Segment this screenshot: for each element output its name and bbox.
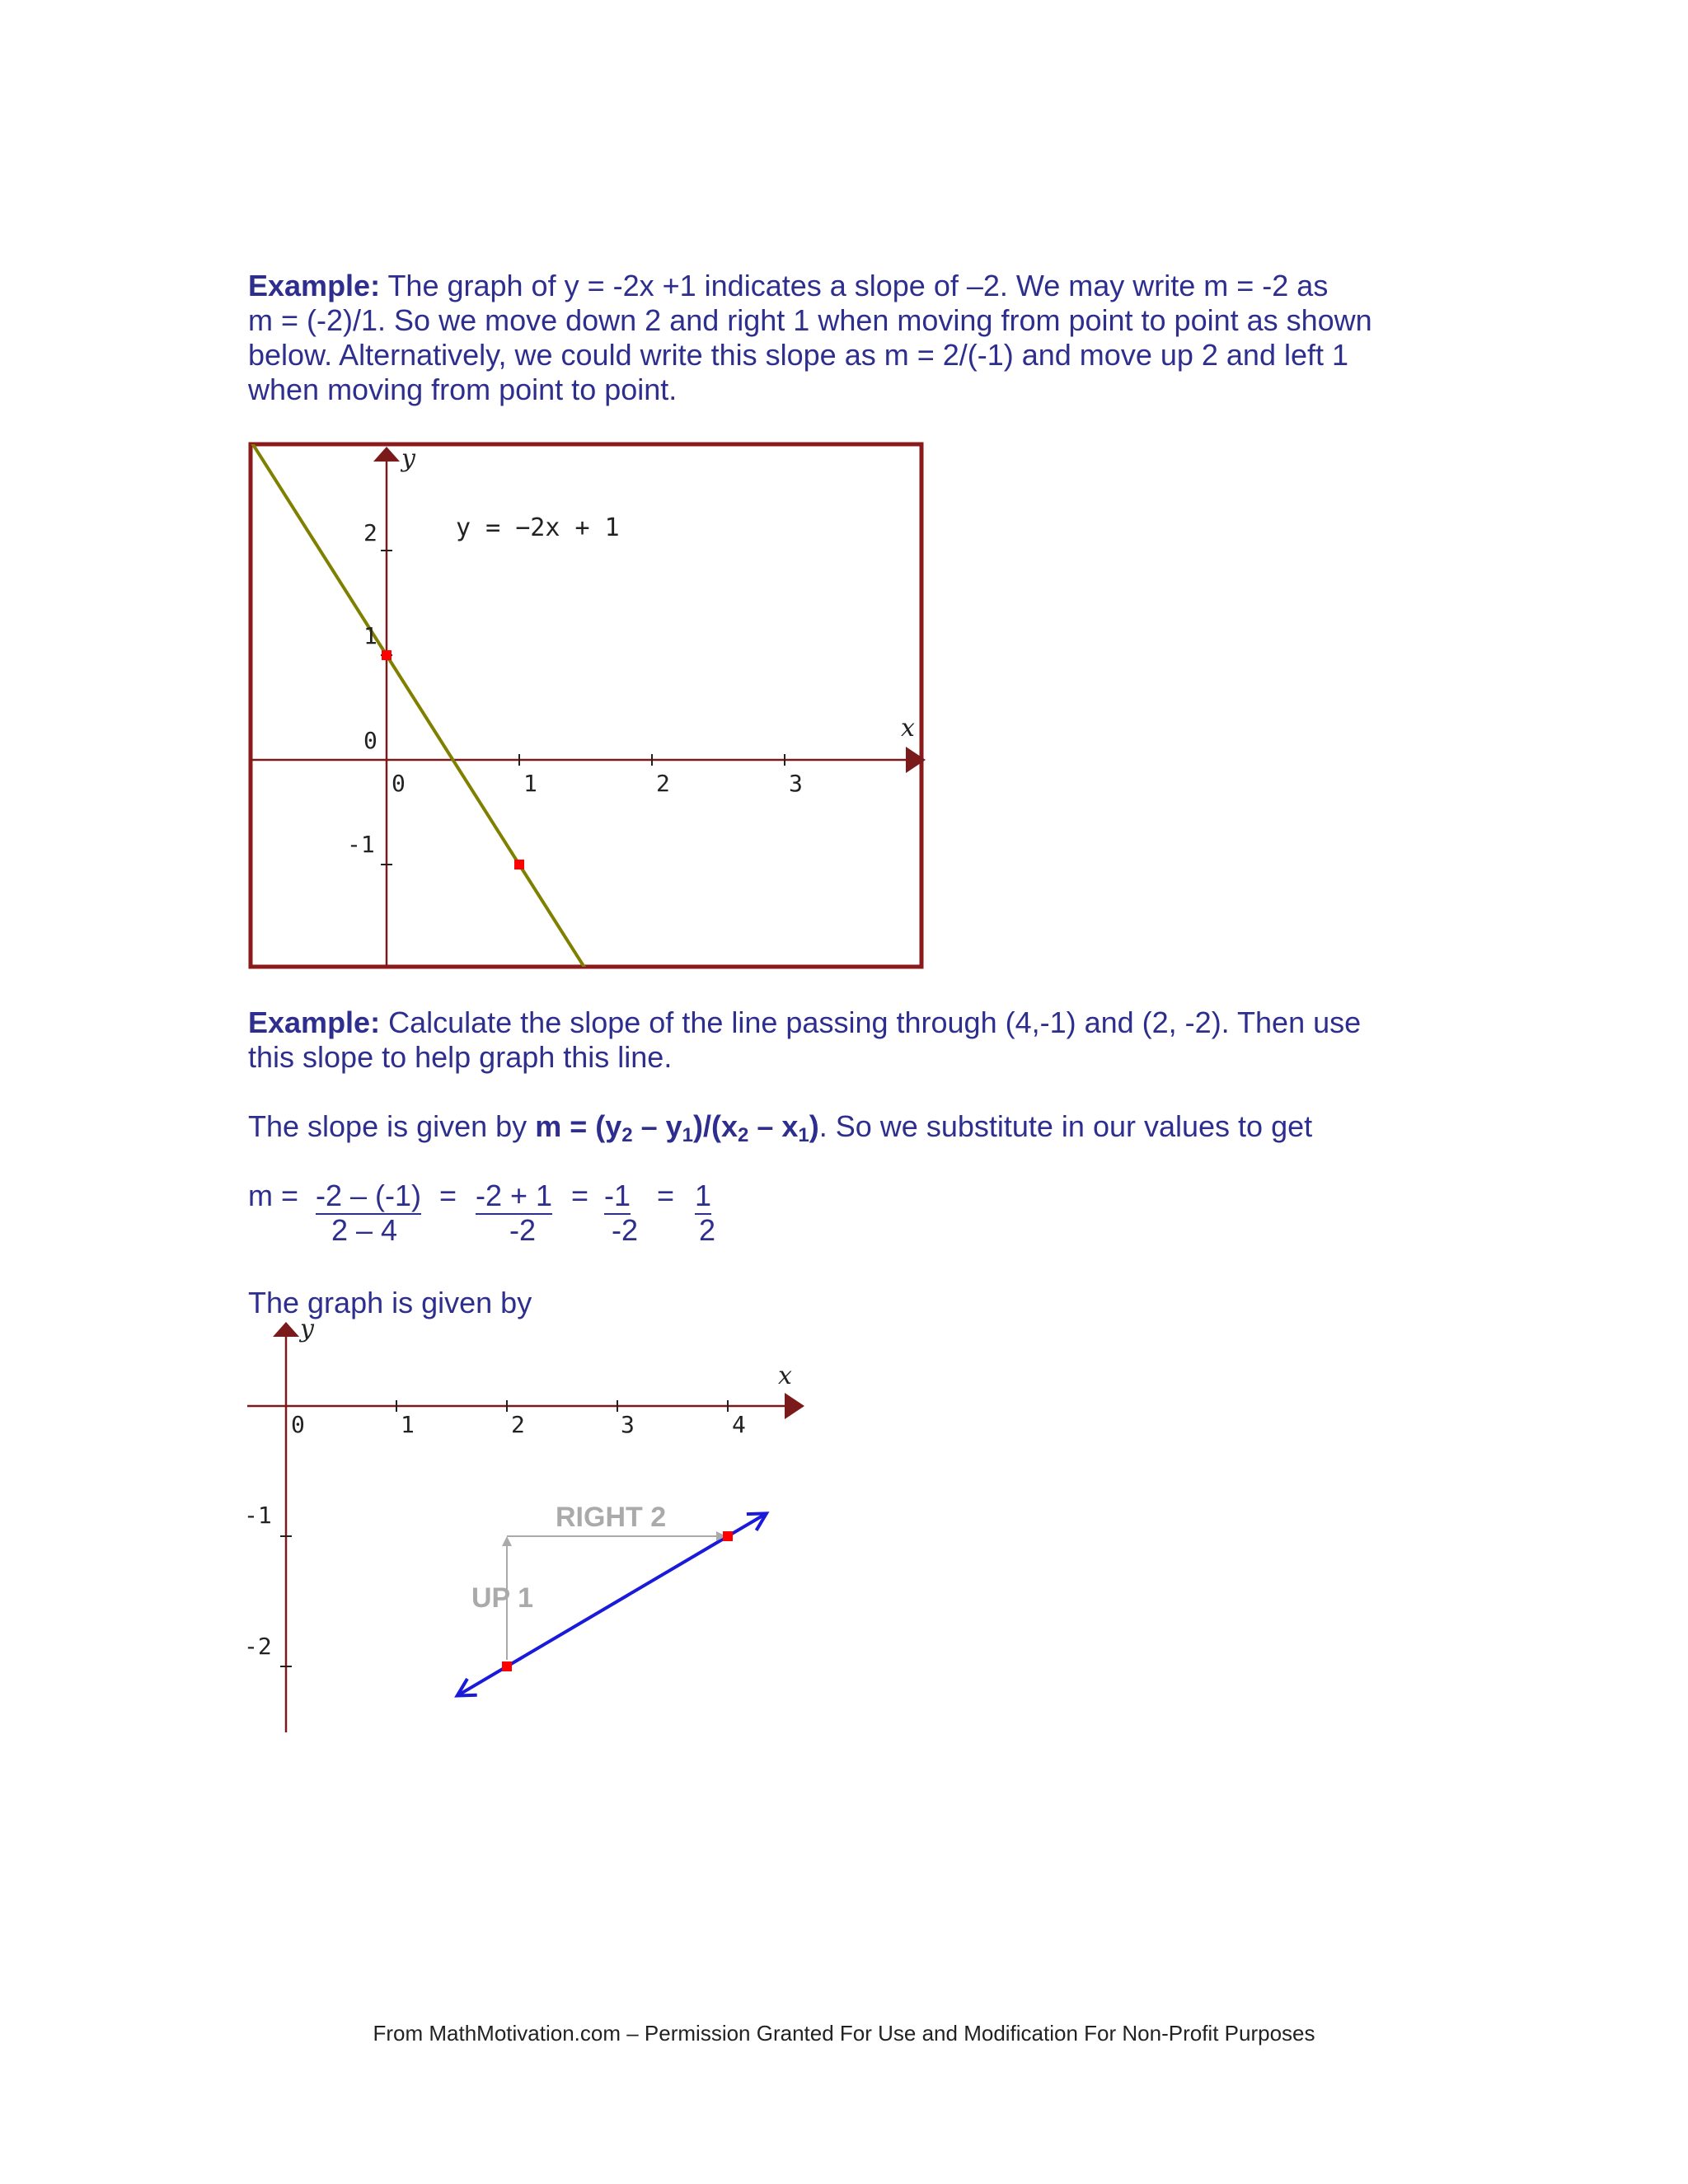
equals-1: =	[439, 1179, 457, 1212]
example-2-text-1: Calculate the slope of the line passing through (4,-1) and (2, -2). Then use	[388, 1005, 1362, 1039]
example-1-label: Example:	[248, 269, 381, 302]
up-1-label: UP 1	[471, 1582, 533, 1614]
graph-1-point	[382, 650, 392, 660]
graph-2-y-tick-minus-1: -1	[244, 1502, 272, 1529]
graph-1-x-axis-label: x	[901, 714, 915, 743]
graph-2-point	[723, 1531, 733, 1541]
graph-1-x-tick-3: 3	[789, 770, 803, 797]
example-1-line-4: when moving from point to point.	[248, 373, 678, 406]
fraction-3-denominator: -2	[612, 1213, 639, 1247]
graph-1-y-tick-minus-1: -1	[347, 831, 375, 858]
fraction-2-numerator: -2 + 1	[476, 1179, 552, 1215]
fraction-4-denominator: 2	[699, 1213, 716, 1247]
example-1-line-2: m = (-2)/1. So we move down 2 and right 1 when moving from point to point as shown	[248, 303, 1372, 337]
graph-2-x-tick-2: 2	[511, 1411, 525, 1438]
graph-2-x-tick-1: 1	[401, 1411, 415, 1438]
fraction-2-denominator: -2	[509, 1213, 537, 1247]
footer: From MathMotivation.com – Permission Granted For Use and Modification For Non-Profit Purposes	[373, 2021, 1315, 2046]
graph-1	[248, 442, 924, 969]
equals-2: =	[571, 1179, 589, 1212]
m-label: m =	[248, 1179, 299, 1212]
example-1-line-1	[248, 269, 1418, 303]
example-2-line-2: this slope to help graph this line.	[248, 1040, 673, 1074]
fraction-3-numerator: -1	[604, 1179, 631, 1215]
right-2-label: RIGHT 2	[556, 1502, 667, 1533]
graph-1-point	[514, 860, 524, 869]
graph-2-y-axis-arrow	[273, 1322, 299, 1337]
graph-2-x-tick-0: 0	[291, 1411, 305, 1438]
graph-2-x-axis-label: x	[778, 1361, 792, 1390]
example-2-paragraph	[248, 1005, 1418, 1075]
slope-formula: $m = (y_2 - y_1)/(x_2 - x_1)$	[535, 1109, 819, 1146]
graph-2-x-tick-3: 3	[621, 1411, 635, 1438]
example-1-line-3: below. Alternatively, we could write this slope as m = 2/(-1) and move up 2 and left 1	[248, 338, 1349, 372]
fraction-1-denominator: 2 – 4	[331, 1213, 398, 1247]
example-2-line-1	[248, 1005, 1418, 1040]
graph-2-point	[502, 1661, 512, 1671]
graph-2-y-tick-minus-2: -2	[244, 1633, 272, 1660]
graph-1-y-axis-label: y	[401, 444, 415, 473]
graph-1-x-tick-0: 0	[392, 770, 406, 797]
graph-1-x-tick-1: 1	[523, 770, 537, 797]
slope-text-after: . So we substitute in our values to get	[818, 1109, 1313, 1143]
example-1-text-1: The graph of y = -2x +1 indicates a slope of –2. We may write m = -2 as	[387, 269, 1329, 302]
fraction-1-numerator: -2 – (-1)	[316, 1179, 421, 1215]
graph-1-y-tick-2: 2	[363, 519, 377, 546]
graph-2-x-tick-4: 4	[732, 1411, 746, 1438]
graph-1-x-tick-2: 2	[656, 770, 670, 797]
graph-1-equation: y = −2x + 1	[456, 513, 620, 542]
slope-formula-paragraph	[248, 1109, 1418, 1144]
graph-2-x-axis-arrow	[785, 1393, 804, 1419]
graph-1-y-tick-1: 1	[363, 622, 377, 649]
example-2-label: Example:	[248, 1005, 381, 1039]
graph-2	[244, 1315, 821, 1749]
example-1-paragraph	[248, 269, 1418, 407]
graph-2-intro: The graph is given by	[248, 1286, 532, 1319]
graph-2-y-axis-label: y	[300, 1315, 314, 1343]
equals-3: =	[657, 1179, 675, 1212]
up-arrow-head	[502, 1536, 512, 1546]
fraction-4-numerator: 1	[695, 1179, 711, 1215]
slope-text-before: The slope is given by	[248, 1109, 536, 1143]
graph-1-y-tick-0: 0	[363, 727, 377, 754]
